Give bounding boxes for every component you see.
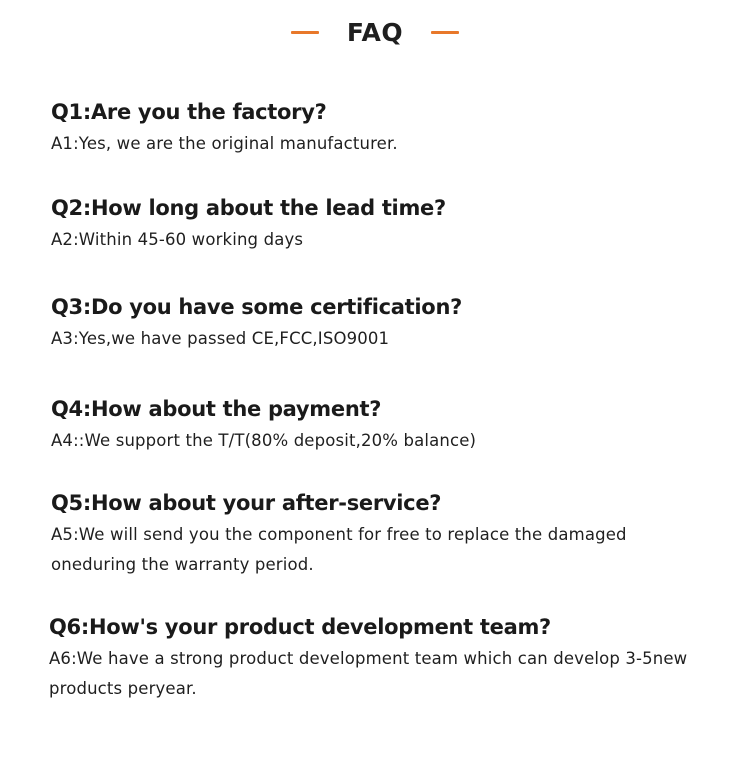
faq-question: Q4:How about the payment? [51, 397, 382, 421]
faq-header [0, 14, 750, 50]
faq-question: Q1:Are you the factory? [51, 100, 327, 124]
page-title: FAQ [346, 17, 404, 47]
faq-question: Q2:How long about the lead time? [51, 196, 446, 220]
faq-item-3 [51, 293, 691, 354]
faq-item-6 [49, 613, 689, 704]
faq-question: Q6:How's your product development team? [49, 615, 551, 639]
faq-answer: A6:We have a strong product development team which can develop 3-5new products peryear. [49, 649, 688, 698]
faq-question: Q3:Do you have some certification? [51, 295, 462, 319]
right-accent-dash [431, 31, 459, 34]
faq-answer: A3:Yes,we have passed CE,FCC,ISO9001 [51, 329, 390, 348]
faq-answer: A4::We support the T/T(80% deposit,20% balance) [51, 431, 477, 450]
faq-answer: A1:Yes, we are the original manufacturer. [51, 134, 398, 153]
faq-question: Q5:How about your after-service? [51, 491, 442, 515]
faq-item-2 [51, 194, 691, 255]
faq-answer: A5:We will send you the component for free to replace the damaged oneduring the warranty period. [51, 525, 627, 574]
faq-item-5 [51, 489, 691, 580]
faq-answer: A2:Within 45-60 working days [51, 230, 304, 249]
left-accent-dash [291, 31, 319, 34]
faq-item-1 [51, 98, 691, 159]
faq-item-4 [51, 395, 691, 456]
